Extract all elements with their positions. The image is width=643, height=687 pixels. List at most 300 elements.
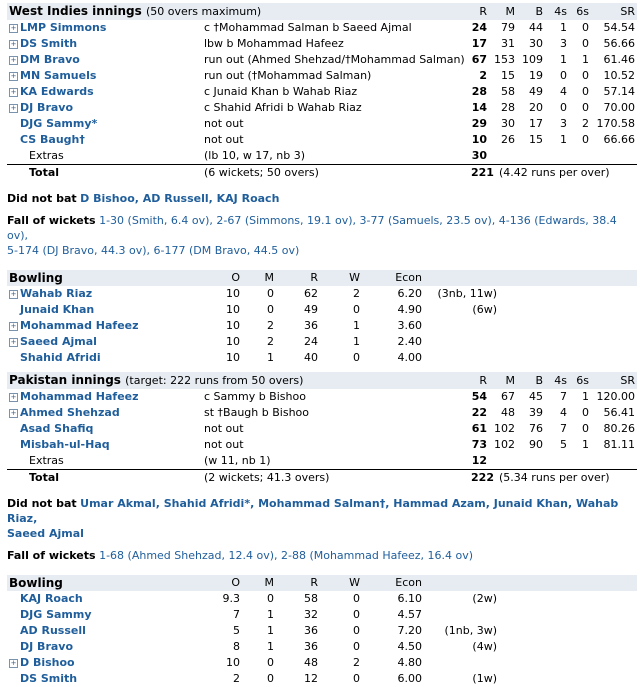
- dismissal: run out (Ahmed Shehzad/†Mohammad Salman): [204, 53, 465, 66]
- col-b: B: [517, 372, 545, 389]
- bowling-extras: (1nb, 3w): [444, 624, 497, 637]
- col-sr: SR: [591, 3, 637, 20]
- overs: 10: [226, 335, 240, 348]
- batsman-row: [7, 116, 637, 132]
- col-r: R: [276, 575, 320, 591]
- bowling-extras: [424, 318, 499, 334]
- batsman-name[interactable]: MN Samuels: [20, 69, 97, 82]
- runs-conceded: 12: [304, 672, 318, 685]
- batsman-name[interactable]: Ahmed Shehzad: [20, 406, 120, 419]
- bowler-name[interactable]: D Bishoo: [20, 656, 75, 669]
- bowler-row: [7, 318, 637, 334]
- fours: 4: [560, 406, 568, 419]
- dismissal: c Shahid Afridi b Wahab Riaz: [204, 101, 362, 114]
- pak-innings-title: Pakistan innings (target: 222 runs from 50 overs): [7, 372, 469, 389]
- batsman-name-cell: [7, 405, 202, 421]
- strike-rate: 66.66: [603, 133, 635, 146]
- pak-extras-row: [7, 453, 637, 470]
- wi-did-not-bat: [7, 191, 632, 206]
- maidens: 2: [267, 335, 274, 348]
- bowler-name[interactable]: Wahab Riaz: [20, 287, 93, 300]
- sixes: 0: [582, 422, 590, 435]
- batsman-row: [7, 52, 637, 68]
- overs: 10: [226, 287, 240, 300]
- did-not-bat-players[interactable]: D Bishoo, AD Russell, KAJ Roach: [80, 192, 280, 205]
- runs: 17: [471, 37, 487, 50]
- fours: 0: [560, 69, 567, 82]
- overs: 7: [233, 608, 240, 621]
- bowling-extras: (4w): [472, 640, 497, 653]
- role-mark: *: [91, 117, 98, 130]
- wi-extras-row: [7, 148, 637, 165]
- batsman-name-cell: [7, 68, 202, 84]
- col-r: R: [276, 270, 320, 286]
- bowler-row: [7, 302, 637, 318]
- col-b: B: [517, 3, 545, 20]
- wickets: 0: [353, 608, 360, 621]
- economy: 6.20: [397, 287, 422, 300]
- batsman-row: [7, 20, 637, 36]
- batsman-name[interactable]: DJ Bravo: [20, 101, 74, 114]
- batsman-row: [7, 84, 637, 100]
- maidens: 0: [267, 656, 274, 669]
- col-sr: SR: [591, 372, 637, 389]
- extras-detail: (lb 10, w 17, nb 3): [204, 149, 306, 162]
- runs: 29: [471, 117, 487, 130]
- minutes: 28: [501, 101, 515, 114]
- bowler-name-cell: [7, 623, 192, 639]
- overs: 10: [226, 303, 240, 316]
- bowler-name-cell: [7, 655, 192, 671]
- strike-rate: 56.41: [603, 406, 636, 419]
- economy: 4.00: [397, 351, 422, 364]
- dismissal: not out: [204, 133, 244, 146]
- batsman-row: [7, 36, 637, 52]
- dismissal: lbw b Mohammad Hafeez: [204, 37, 344, 50]
- dismissal: st †Baugh b Bishoo: [204, 406, 309, 419]
- batsman-row: [7, 437, 637, 453]
- runs: 28: [471, 85, 487, 98]
- runs: 14: [471, 101, 487, 114]
- bowler-name-cell: [7, 639, 192, 655]
- expand-icon[interactable]: +: [10, 24, 17, 32]
- fow-line-2: 5-174 (DJ Bravo, 44.3 ov), 6-177 (DM Bravo, 44.5 ov): [7, 244, 300, 257]
- runs-conceded: 48: [304, 656, 318, 669]
- total-label: Total: [7, 165, 202, 182]
- wickets: 1: [353, 335, 360, 348]
- bowler-row: [7, 671, 637, 687]
- batsman-name[interactable]: DJG Sammy: [20, 117, 92, 130]
- bowling-extras: (3nb, 11w): [437, 287, 497, 300]
- batsman-name[interactable]: Misbah-ul-Haq: [20, 438, 110, 451]
- col-o: O: [192, 270, 242, 286]
- balls: 44: [529, 21, 543, 34]
- bowling-extras: (1w): [472, 672, 497, 685]
- bowler-name[interactable]: AD Russell: [20, 624, 86, 637]
- runs-conceded: 58: [304, 592, 318, 605]
- strike-rate: 10.52: [603, 69, 635, 82]
- did-not-bat-label: Did not bat: [7, 497, 77, 510]
- wi-innings-subtitle: (50 overs maximum): [145, 5, 262, 18]
- batsman-row: [7, 68, 637, 84]
- batsman-name-cell: [7, 36, 202, 52]
- sixes: 2: [582, 117, 589, 130]
- runs: 24: [471, 21, 487, 34]
- batsman-name-cell: [7, 421, 202, 437]
- batsman-name[interactable]: DS Smith: [20, 37, 78, 50]
- total-detail: (2 wickets; 41.3 overs): [202, 470, 469, 487]
- maidens: 0: [267, 287, 274, 300]
- wi-fall-of-wickets: [7, 213, 632, 258]
- overs: 5: [233, 624, 240, 637]
- bowling-extras: [424, 334, 499, 350]
- expand-icon[interactable]: +: [10, 88, 17, 96]
- maidens: 1: [267, 351, 274, 364]
- bowler-name-cell: [7, 334, 192, 350]
- strike-rate: 57.14: [603, 85, 635, 98]
- fow-line-1: 1-68 (Ahmed Shehzad, 12.4 ov), 2-88 (Mohammad Hafeez, 16.4 ov): [99, 549, 474, 562]
- sixes: 0: [582, 133, 589, 146]
- minutes: 102: [494, 422, 516, 435]
- expand-icon[interactable]: +: [10, 290, 17, 298]
- col-m: M: [489, 372, 517, 389]
- batsman-row: [7, 100, 637, 116]
- economy: 4.57: [397, 608, 422, 621]
- wickets: 0: [353, 672, 360, 685]
- balls: 109: [522, 53, 543, 66]
- col-6s: 6s: [569, 372, 591, 389]
- bowling-extras: (6w): [472, 303, 497, 316]
- did-not-bat-label: Did not bat: [7, 192, 77, 205]
- fours: 3: [560, 37, 567, 50]
- bowler-name[interactable]: Shahid Afridi: [20, 351, 101, 364]
- total-run-rate: (4.42 runs per over): [489, 165, 637, 182]
- balls: 20: [529, 101, 543, 114]
- overs: 10: [226, 319, 240, 332]
- overs: 9.3: [222, 592, 240, 605]
- bowler-row: [7, 623, 637, 639]
- maidens: 1: [267, 608, 274, 621]
- strike-rate: 80.26: [603, 422, 636, 435]
- wickets: 2: [353, 287, 360, 300]
- bowler-name-cell: [7, 302, 192, 318]
- dismissal: not out: [204, 117, 244, 130]
- pak-batting-table: [7, 372, 637, 486]
- strike-rate: 120.00: [596, 390, 636, 403]
- total-value: 222: [471, 471, 494, 484]
- economy: 6.10: [397, 592, 422, 605]
- pak-bowler-rows: [7, 286, 637, 366]
- batsman-name-cell: [7, 116, 202, 132]
- bowler-name-cell: [7, 318, 192, 334]
- batsman-name-cell: [7, 389, 202, 405]
- minutes: 30: [501, 117, 515, 130]
- wickets: 0: [353, 351, 360, 364]
- col-w: W: [320, 575, 362, 591]
- batsman-name-cell: [7, 20, 202, 36]
- balls: 39: [529, 406, 544, 419]
- bowler-name-cell: [7, 591, 192, 607]
- minutes: 26: [501, 133, 515, 146]
- balls: 19: [529, 69, 543, 82]
- fours: 1: [560, 133, 567, 146]
- bowler-row: [7, 286, 637, 302]
- bowler-name[interactable]: Saeed Ajmal: [20, 335, 97, 348]
- extras-value: 30: [471, 149, 487, 162]
- bowler-name-cell: [7, 350, 192, 366]
- sixes: 0: [582, 69, 589, 82]
- runs-conceded: 36: [304, 624, 318, 637]
- dismissal: c Junaid Khan b Wahab Riaz: [204, 85, 358, 98]
- bowler-row: [7, 334, 637, 350]
- runs-conceded: 40: [304, 351, 318, 364]
- bowler-name[interactable]: Junaid Khan: [20, 303, 95, 316]
- economy: 6.00: [397, 672, 422, 685]
- col-4s: 4s: [545, 3, 569, 20]
- col-m: M: [242, 270, 276, 286]
- expand-icon[interactable]: +: [10, 56, 17, 64]
- overs: 2: [233, 672, 240, 685]
- bowler-row: [7, 607, 637, 623]
- fours: 1: [560, 21, 567, 34]
- pak-bowling-table: [7, 270, 637, 366]
- extras-detail: (w 11, nb 1): [204, 454, 271, 467]
- dismissal: run out (†Mohammad Salman): [204, 69, 372, 82]
- runs-conceded: 62: [304, 287, 318, 300]
- dismissal: c †Mohammad Salman b Saeed Ajmal: [204, 21, 412, 34]
- runs-conceded: 32: [304, 608, 318, 621]
- role-mark: †: [79, 133, 85, 146]
- maidens: 1: [267, 640, 274, 653]
- batsman-name[interactable]: CS Baugh: [20, 133, 80, 146]
- batsman-name-cell: [7, 52, 202, 68]
- runs-conceded: 36: [304, 319, 318, 332]
- col-r: R: [469, 372, 489, 389]
- dismissal: not out: [204, 422, 244, 435]
- expand-icon[interactable]: +: [10, 338, 17, 346]
- bowler-name-cell: [7, 671, 192, 687]
- bowler-row: [7, 639, 637, 655]
- economy: 3.60: [397, 319, 422, 332]
- strike-rate: 56.66: [603, 37, 635, 50]
- overs: 8: [233, 640, 240, 653]
- economy: 7.20: [397, 624, 422, 637]
- batsman-name-cell: [7, 100, 202, 116]
- batsman-row: [7, 132, 637, 148]
- expand-icon[interactable]: +: [10, 409, 17, 417]
- runs: 67: [471, 53, 487, 66]
- did-not-bat-players-line-1[interactable]: Umar Akmal, Shahid Afridi*, Mohammad Salman†, Hammad Azam, Junaid Khan, Wahab Riaz,: [7, 497, 619, 525]
- fours: 1: [560, 53, 567, 66]
- col-econ: Econ: [362, 270, 424, 286]
- maidens: 0: [267, 672, 274, 685]
- minutes: 15: [501, 69, 515, 82]
- wickets: 1: [353, 319, 360, 332]
- batsman-name[interactable]: LMP Simmons: [20, 21, 107, 34]
- wi-batsmen-rows: [7, 20, 637, 148]
- strike-rate: 70.00: [603, 101, 635, 114]
- bowler-row: [7, 350, 637, 366]
- runs-conceded: 36: [304, 640, 318, 653]
- col-4s: 4s: [545, 372, 569, 389]
- fow-label: Fall of wickets: [7, 549, 96, 562]
- minutes: 31: [501, 37, 515, 50]
- sixes: 1: [582, 53, 589, 66]
- sixes: 0: [582, 37, 589, 50]
- strike-rate: 81.11: [603, 438, 636, 451]
- strike-rate: 61.46: [603, 53, 635, 66]
- bowler-row: [7, 655, 637, 671]
- fours: 7: [560, 422, 568, 435]
- balls: 76: [529, 422, 544, 435]
- fours: 7: [560, 390, 568, 403]
- sixes: 0: [582, 21, 589, 34]
- batsman-name[interactable]: Mohammad Hafeez: [20, 390, 139, 403]
- bowler-name[interactable]: DS Smith: [20, 672, 78, 685]
- pak-did-not-bat: [7, 496, 632, 541]
- pak-batsmen-rows: [7, 389, 637, 453]
- col-econ: Econ: [362, 575, 424, 591]
- balls: 15: [529, 133, 543, 146]
- runs: 22: [471, 406, 488, 419]
- wickets: 0: [353, 592, 360, 605]
- maidens: 0: [267, 303, 274, 316]
- batsman-row: [7, 405, 637, 421]
- runs: 73: [471, 438, 488, 451]
- maidens: 0: [267, 592, 274, 605]
- expand-icon[interactable]: +: [10, 72, 17, 80]
- batsman-name-cell: [7, 437, 202, 453]
- pak-innings-subtitle: (target: 222 runs from 50 overs): [125, 374, 304, 387]
- minutes: 58: [501, 85, 515, 98]
- bowler-name-cell: [7, 286, 192, 302]
- expand-icon[interactable]: +: [10, 393, 17, 401]
- runs: 61: [471, 422, 488, 435]
- runs: 2: [479, 69, 487, 82]
- wi-bowling-table: [7, 575, 637, 687]
- col-r: R: [469, 3, 489, 20]
- sixes: 0: [582, 101, 589, 114]
- fours: 0: [560, 101, 567, 114]
- balls: 45: [529, 390, 544, 403]
- bowler-name[interactable]: DJG Sammy: [20, 608, 92, 621]
- minutes: 67: [501, 390, 516, 403]
- wi-total-row: [7, 165, 637, 182]
- bowler-name-cell: [7, 607, 192, 623]
- batsman-name-cell: [7, 84, 202, 100]
- bowling-extras: [424, 607, 499, 623]
- batsman-name[interactable]: Asad Shafiq: [20, 422, 94, 435]
- runs: 54: [471, 390, 488, 403]
- balls: 49: [529, 85, 543, 98]
- balls: 30: [529, 37, 543, 50]
- fours: 5: [560, 438, 568, 451]
- did-not-bat-players-line-2[interactable]: Saeed Ajmal: [7, 527, 84, 540]
- pak-innings-header: [7, 372, 637, 389]
- strike-rate: 54.54: [603, 21, 635, 34]
- bowler-name[interactable]: Mohammad Hafeez: [20, 319, 139, 332]
- batsman-name[interactable]: KA Edwards: [20, 85, 94, 98]
- bowling-extras: [424, 350, 499, 366]
- balls: 90: [529, 438, 544, 451]
- overs: 10: [226, 351, 240, 364]
- economy: 4.80: [397, 656, 422, 669]
- bowler-row: [7, 591, 637, 607]
- wickets: 0: [353, 624, 360, 637]
- pak-bowling-header: [7, 270, 637, 286]
- minutes: 153: [494, 53, 515, 66]
- sixes: 0: [582, 406, 590, 419]
- batsman-name-cell: [7, 132, 202, 148]
- economy: 4.50: [397, 640, 422, 653]
- fow-label: Fall of wickets: [7, 214, 96, 227]
- batsman-row: [7, 389, 637, 405]
- expand-icon[interactable]: +: [10, 322, 17, 330]
- overs: 10: [226, 656, 240, 669]
- col-o: O: [192, 575, 242, 591]
- minutes: 79: [501, 21, 515, 34]
- bowler-name[interactable]: DJ Bravo: [20, 640, 74, 653]
- expand-icon[interactable]: +: [10, 659, 17, 667]
- wi-innings-header: [7, 3, 637, 20]
- economy: 2.40: [397, 335, 422, 348]
- runs: 10: [471, 133, 487, 146]
- runs-conceded: 49: [304, 303, 318, 316]
- bowling-title: Bowling: [7, 575, 192, 591]
- pak-total-row: [7, 470, 637, 487]
- economy: 4.90: [397, 303, 422, 316]
- col-6s: 6s: [569, 3, 591, 20]
- wi-bowling-header: [7, 575, 637, 591]
- minutes: 102: [494, 438, 516, 451]
- sixes: 1: [582, 390, 590, 403]
- col-m: M: [489, 3, 517, 20]
- minutes: 48: [501, 406, 516, 419]
- dismissal: not out: [204, 438, 244, 451]
- expand-icon[interactable]: +: [10, 104, 17, 112]
- strike-rate: 170.58: [596, 117, 635, 130]
- extras-label: Extras: [29, 149, 64, 162]
- balls: 17: [529, 117, 543, 130]
- batsman-name[interactable]: DM Bravo: [20, 53, 80, 66]
- runs-conceded: 24: [304, 335, 318, 348]
- bowler-name[interactable]: KAJ Roach: [20, 592, 83, 605]
- maidens: 1: [267, 624, 274, 637]
- pak-fall-of-wickets: [7, 548, 632, 563]
- bowling-extras: (2w): [472, 592, 497, 605]
- wickets: 0: [353, 640, 360, 653]
- total-run-rate: (5.34 runs per over): [489, 470, 637, 487]
- fours: 4: [560, 85, 567, 98]
- extras-value: 12: [471, 454, 488, 467]
- sixes: 1: [582, 438, 590, 451]
- dismissal: c Sammy b Bishoo: [204, 390, 306, 403]
- batsman-row: [7, 421, 637, 437]
- maidens: 2: [267, 319, 274, 332]
- wickets: 0: [353, 303, 360, 316]
- wi-batting-table: [7, 3, 637, 181]
- extras-label: Extras: [29, 454, 64, 467]
- total-detail: (6 wickets; 50 overs): [202, 165, 469, 182]
- fours: 3: [560, 117, 567, 130]
- expand-icon[interactable]: +: [10, 40, 17, 48]
- total-label: Total: [7, 470, 202, 487]
- fow-line-1: 1-30 (Smith, 6.4 ov), 2-67 (Simmons, 19.1 ov), 3-77 (Samuels, 23.5 ov), 4-136 (Edwards, 38.4 ov),: [7, 214, 617, 242]
- sixes: 0: [582, 85, 589, 98]
- bowling-title: Bowling: [7, 270, 192, 286]
- total-value: 221: [471, 166, 494, 179]
- wi-bowler-rows: [7, 591, 637, 687]
